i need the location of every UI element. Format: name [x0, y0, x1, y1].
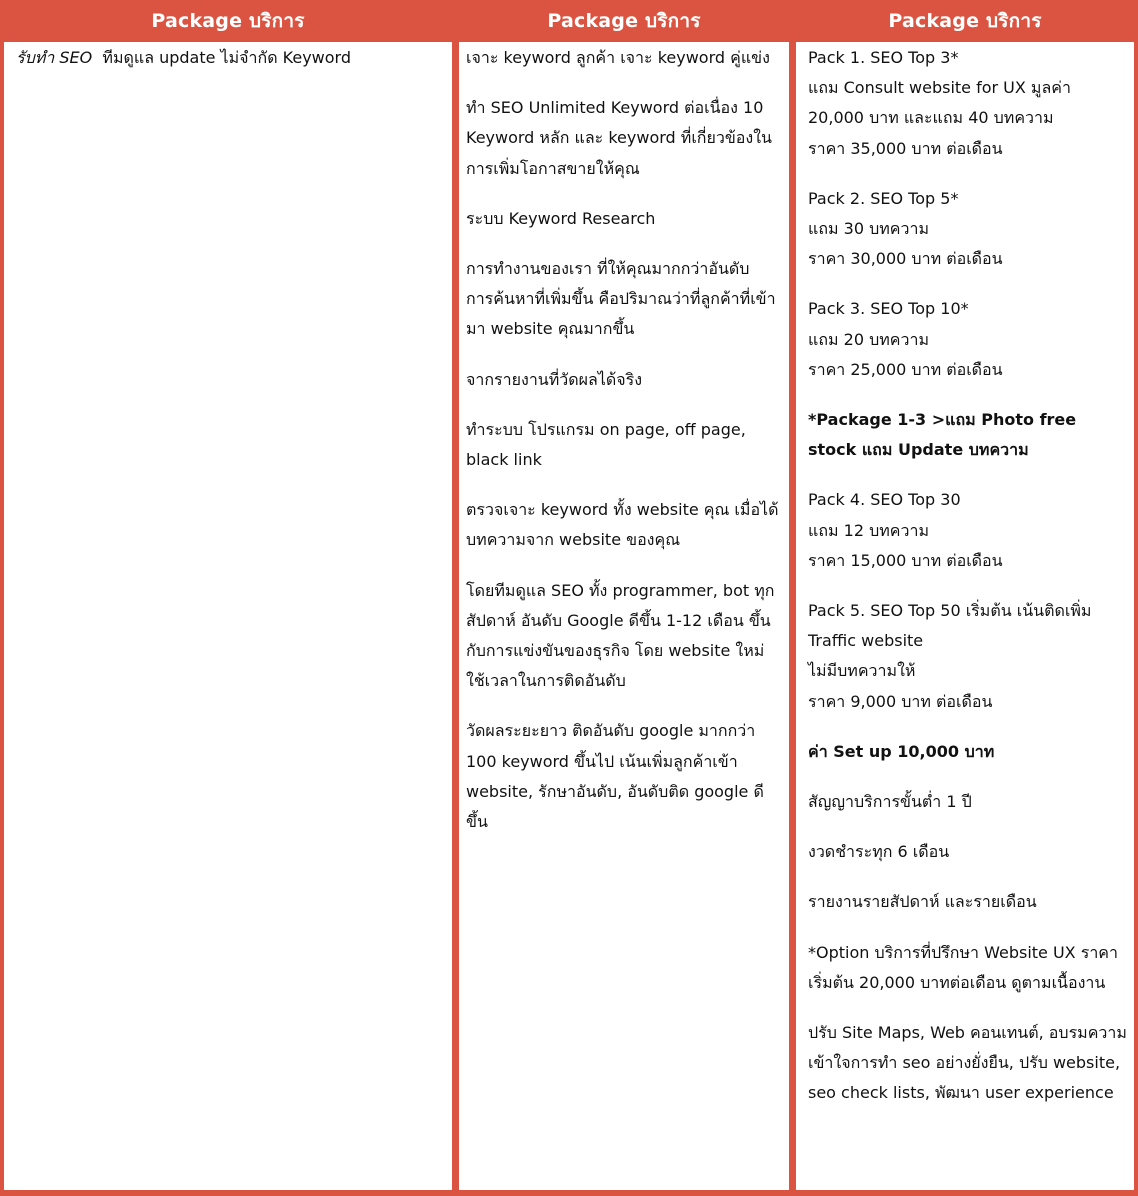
reporting-note: รายงานรายสัปดาห์ และรายเดือน: [808, 892, 1037, 912]
column-3-cell: [796, 42, 1134, 1190]
feature-paragraph: ระบบ Keyword Research: [466, 208, 656, 228]
header-cell-3: Package บริการ: [888, 10, 1042, 32]
feature-paragraph: ทำ SEO Unlimited Keyword ต่อเนื่อง 10 Keyword หลัก และ keyword ที่เกี่ยวข้องในการเพิ่มโอกาสขายให้คุณ: [466, 98, 772, 178]
column-1-text: [16, 43, 442, 73]
pack-3-details: Pack 3. SEO Top 10* แถม 20 บทความ ราคา 25,000 บาท ต่อเดือน: [808, 299, 1003, 379]
pack-2-details: Pack 2. SEO Top 5* แถม 30 บทความ ราคา 30,000 บาท ต่อเดือน: [808, 188, 1003, 269]
ux-option-note: *Option บริการที่ปรึกษา Website UX ราคาเริ่มต้น 20,000 บาทต่อเดือน ดูตามเนื้องาน: [808, 942, 1118, 992]
feature-paragraph: วัดผลระยะยาว ติดอันดับ google มากกว่า 100 keyword ขึ้นไป เน้นเพิ่มลูกค้าเข้า website, รักษาอันดับ, อันดับติด google ดีขึ้น: [466, 721, 764, 832]
header-cell-2: Package บริการ: [547, 10, 701, 32]
package-bonus-note: *Package 1-3 >แถม Photo free stock แถม Update บทความ: [808, 410, 1077, 460]
minimum-contract: สัญญาบริการขั้นต่ำ 1 ปี: [808, 792, 972, 812]
setup-fee: ค่า Set up 10,000 บาท: [808, 741, 995, 761]
additional-services: ปรับ Site Maps, Web คอนเทนต์, อบรมความเข้าใจการทำ seo อย่างยั่งยืน, ปรับ website, seo check lists, พัฒนา user experience: [808, 1023, 1127, 1103]
feature-paragraph: ทำระบบ โปรแกรม on page, off page, black link: [466, 419, 746, 470]
column-2-cell: [459, 42, 789, 1190]
feature-paragraph: ตรวจเจาะ keyword ทั้ง website คุณ เมื่อได้บทความจาก website ของคุณ: [466, 500, 779, 550]
feature-paragraph: การทำงานของเรา ที่ให้คุณมากกว่าอันดับ การค้นหาที่เพิ่มขึ้น คือปริมาณว่าที่ลูกค้าที่เข้ามา website คุณมากขึ้น: [466, 259, 776, 339]
service-description: ทีมดูแล update ไม่จำกัด Keyword: [92, 48, 352, 67]
column-1-cell: [4, 42, 452, 1190]
pack-5-details: Pack 5. SEO Top 50 เริ่มต้น เน้นติดเพิ่ม Traffic website ไม่มีบทความให้ ราคา 9,000 บาท ต่อเดือน: [808, 601, 1092, 711]
header-cell-1: Package บริการ: [151, 10, 305, 32]
table-header-row: [0, 0, 1138, 42]
feature-paragraph: เจาะ keyword ลูกค้า เจาะ keyword คู่แข่ง: [466, 48, 770, 67]
payment-schedule: งวดชำระทุก 6 เดือน: [808, 842, 950, 862]
pack-4-details: Pack 4. SEO Top 30 แถม 12 บทความ ราคา 15,000 บาท ต่อเดือน: [808, 490, 1003, 570]
pack-1-details: Pack 1. SEO Top 3* แถม Consult website for UX มูลค่า 20,000 บาท และแถม 40 บทความ ราคา 35,000 บาท ต่อเดือน: [808, 48, 1071, 158]
service-title: รับทำ SEO: [16, 48, 93, 67]
feature-paragraph: จากรายงานที่วัดผลได้จริง: [466, 369, 643, 389]
feature-paragraph: โดยทีมดูแล SEO ทั้ง programmer, bot ทุกสัปดาห์ อันดับ Google ดีขึ้น 1-12 เดือน ขึ้นกับการแข่งขันของธุรกิจ โดย website ใหม่ ใช้เวลาในการติดอันดับ: [466, 580, 775, 691]
